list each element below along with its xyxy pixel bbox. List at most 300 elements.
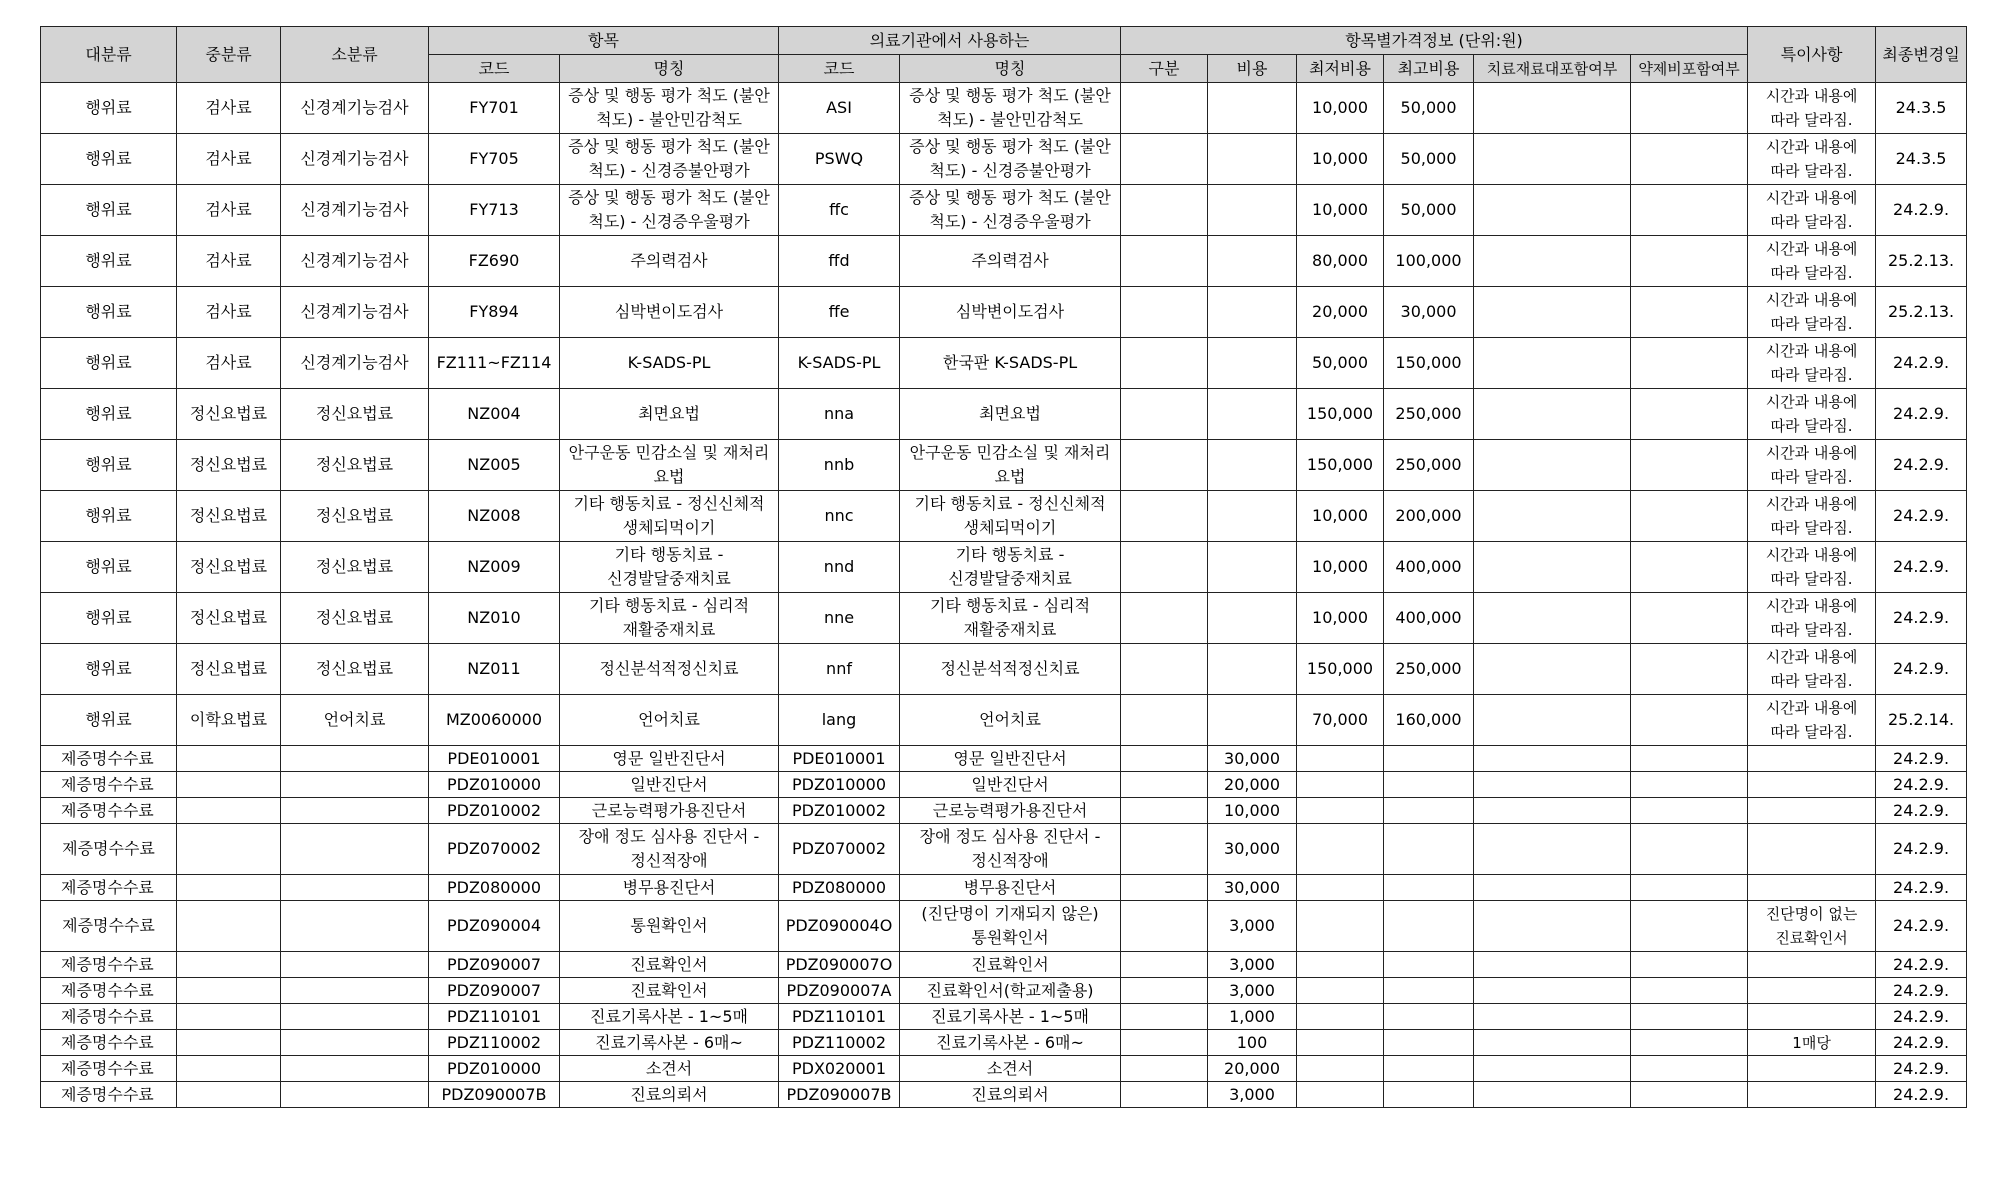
cell-note: 시간과 내용에 따라 달라짐.	[1748, 236, 1876, 287]
cell-middle	[177, 772, 281, 798]
cell-major: 행위료	[41, 440, 177, 491]
cell-major: 제증명수수료	[41, 952, 177, 978]
cell-min-cost	[1297, 1056, 1384, 1082]
cell-code: NZ009	[429, 542, 560, 593]
cell-drug-included	[1631, 978, 1748, 1004]
cell-cost: 20,000	[1208, 772, 1297, 798]
cell-inst-code: nne	[779, 593, 900, 644]
cell-date: 24.2.9.	[1876, 798, 1967, 824]
cell-name: 진료확인서	[560, 952, 779, 978]
table-row	[41, 772, 1967, 798]
cell-name: 소견서	[560, 1056, 779, 1082]
cell-name: 언어치료	[560, 695, 779, 746]
cell-division	[1121, 134, 1208, 185]
cell-cost	[1208, 134, 1297, 185]
cell-inst-name: 증상 및 행동 평가 척도 (불안 척도) - 불안민감척도	[900, 83, 1121, 134]
table-body	[41, 83, 1967, 1108]
cell-middle	[177, 875, 281, 901]
cell-major: 행위료	[41, 338, 177, 389]
cell-material-included	[1474, 185, 1631, 236]
cell-min-cost: 10,000	[1297, 542, 1384, 593]
cell-cost	[1208, 440, 1297, 491]
cell-date: 24.2.9.	[1876, 389, 1967, 440]
cell-max-cost: 200,000	[1384, 491, 1474, 542]
cell-name: 증상 및 행동 평가 척도 (불안 척도) - 신경증우울평가	[560, 185, 779, 236]
cell-minor	[281, 772, 429, 798]
header-division: 구분	[1121, 55, 1208, 83]
cell-name: 기타 행동치료 - 심리적 재활중재치료	[560, 593, 779, 644]
header-name: 명칭	[560, 55, 779, 83]
cell-max-cost: 400,000	[1384, 593, 1474, 644]
cell-min-cost	[1297, 798, 1384, 824]
cell-middle: 정신요법료	[177, 440, 281, 491]
cell-code: NZ008	[429, 491, 560, 542]
table-row	[41, 185, 1967, 236]
cell-inst-code: lang	[779, 695, 900, 746]
cell-minor: 정신요법료	[281, 491, 429, 542]
cell-date: 24.3.5	[1876, 83, 1967, 134]
cell-cost: 20,000	[1208, 1056, 1297, 1082]
cell-name: 기타 행동치료 - 신경발달중재치료	[560, 542, 779, 593]
cell-name: 기타 행동치료 - 정신신체적 생체되먹이기	[560, 491, 779, 542]
cell-inst-code: PDE010001	[779, 746, 900, 772]
cell-inst-name: 일반진단서	[900, 772, 1121, 798]
cell-inst-name: 기타 행동치료 - 신경발달중재치료	[900, 542, 1121, 593]
cell-note: 시간과 내용에 따라 달라짐.	[1748, 338, 1876, 389]
cell-division	[1121, 389, 1208, 440]
cell-note: 시간과 내용에 따라 달라짐.	[1748, 389, 1876, 440]
table-row	[41, 593, 1967, 644]
cell-code: PDZ090007	[429, 952, 560, 978]
cell-material-included	[1474, 1004, 1631, 1030]
cell-max-cost: 250,000	[1384, 389, 1474, 440]
cell-material-included	[1474, 798, 1631, 824]
table-row	[41, 1030, 1967, 1056]
cell-major: 행위료	[41, 134, 177, 185]
header-major: 대분류	[41, 27, 177, 83]
cell-date: 25.2.13.	[1876, 287, 1967, 338]
cell-note	[1748, 1082, 1876, 1108]
cell-code: FY701	[429, 83, 560, 134]
cell-middle	[177, 952, 281, 978]
cell-note	[1748, 746, 1876, 772]
cell-division	[1121, 978, 1208, 1004]
cell-inst-name: 주의력검사	[900, 236, 1121, 287]
table-header	[41, 27, 1967, 83]
cell-major: 제증명수수료	[41, 875, 177, 901]
cell-division	[1121, 824, 1208, 875]
cell-name: 증상 및 행동 평가 척도 (불안 척도) - 신경증불안평가	[560, 134, 779, 185]
cell-max-cost	[1384, 746, 1474, 772]
cell-material-included	[1474, 236, 1631, 287]
cell-code: MZ0060000	[429, 695, 560, 746]
cell-drug-included	[1631, 287, 1748, 338]
table-row	[41, 952, 1967, 978]
header-price-group: 항목별가격정보 (단위:원)	[1121, 27, 1748, 55]
cell-major: 제증명수수료	[41, 978, 177, 1004]
cell-minor: 정신요법료	[281, 644, 429, 695]
cell-date: 24.2.9.	[1876, 1056, 1967, 1082]
cell-middle	[177, 1056, 281, 1082]
table-row	[41, 389, 1967, 440]
cell-min-cost: 10,000	[1297, 185, 1384, 236]
cell-inst-code: PDZ010002	[779, 798, 900, 824]
cell-inst-name: 언어치료	[900, 695, 1121, 746]
cell-max-cost: 50,000	[1384, 185, 1474, 236]
cell-code: FZ111~FZ114	[429, 338, 560, 389]
cell-max-cost	[1384, 1056, 1474, 1082]
cell-major: 행위료	[41, 695, 177, 746]
cell-division	[1121, 746, 1208, 772]
cell-inst-name: 장애 정도 심사용 진단서 - 정신적장애	[900, 824, 1121, 875]
cell-name: K-SADS-PL	[560, 338, 779, 389]
cell-material-included	[1474, 772, 1631, 798]
cell-min-cost	[1297, 746, 1384, 772]
cell-cost: 100	[1208, 1030, 1297, 1056]
cell-inst-code: PSWQ	[779, 134, 900, 185]
cell-max-cost	[1384, 1082, 1474, 1108]
cell-material-included	[1474, 440, 1631, 491]
cell-material-included	[1474, 978, 1631, 1004]
cell-note: 1매당	[1748, 1030, 1876, 1056]
cell-middle	[177, 824, 281, 875]
cell-code: PDZ090007B	[429, 1082, 560, 1108]
cell-min-cost	[1297, 952, 1384, 978]
cell-min-cost	[1297, 1030, 1384, 1056]
cell-max-cost	[1384, 875, 1474, 901]
cell-inst-name: 영문 일반진단서	[900, 746, 1121, 772]
cell-inst-name: 정신분석적정신치료	[900, 644, 1121, 695]
cell-middle: 검사료	[177, 338, 281, 389]
cell-note	[1748, 824, 1876, 875]
cell-minor	[281, 1004, 429, 1030]
header-cost: 비용	[1208, 55, 1297, 83]
cell-date: 24.3.5	[1876, 134, 1967, 185]
cell-major: 제증명수수료	[41, 798, 177, 824]
table-row	[41, 236, 1967, 287]
cell-division	[1121, 875, 1208, 901]
cell-min-cost: 10,000	[1297, 491, 1384, 542]
cell-minor	[281, 901, 429, 952]
cell-major: 제증명수수료	[41, 1082, 177, 1108]
cell-inst-code: ASI	[779, 83, 900, 134]
table-row	[41, 542, 1967, 593]
cell-minor	[281, 952, 429, 978]
cell-date: 24.2.9.	[1876, 875, 1967, 901]
cell-name: 통원확인서	[560, 901, 779, 952]
cell-cost	[1208, 389, 1297, 440]
cell-middle	[177, 746, 281, 772]
cell-cost: 30,000	[1208, 824, 1297, 875]
cell-name: 최면요법	[560, 389, 779, 440]
cell-note: 진단명이 없는 진료확인서	[1748, 901, 1876, 952]
table-row	[41, 83, 1967, 134]
header-middle: 중분류	[177, 27, 281, 83]
cell-cost	[1208, 593, 1297, 644]
cell-minor: 신경계기능검사	[281, 338, 429, 389]
cell-date: 24.2.9.	[1876, 185, 1967, 236]
cell-drug-included	[1631, 875, 1748, 901]
header-minor: 소분류	[281, 27, 429, 83]
cell-inst-name: 안구운동 민감소실 및 재처리 요법	[900, 440, 1121, 491]
cell-material-included	[1474, 901, 1631, 952]
cell-inst-name: 최면요법	[900, 389, 1121, 440]
cell-date: 24.2.9.	[1876, 1004, 1967, 1030]
cell-minor: 정신요법료	[281, 440, 429, 491]
table-row	[41, 338, 1967, 389]
cell-major: 제증명수수료	[41, 1004, 177, 1030]
cell-date: 24.2.9.	[1876, 491, 1967, 542]
cell-cost	[1208, 491, 1297, 542]
header-row-top	[41, 27, 1967, 55]
cell-inst-code: PDZ080000	[779, 875, 900, 901]
cell-inst-name: 한국판 K-SADS-PL	[900, 338, 1121, 389]
cell-material-included	[1474, 1082, 1631, 1108]
cell-date: 24.2.9.	[1876, 644, 1967, 695]
cell-code: FY705	[429, 134, 560, 185]
cell-code: PDZ080000	[429, 875, 560, 901]
cell-cost	[1208, 644, 1297, 695]
cell-cost: 1,000	[1208, 1004, 1297, 1030]
table-row	[41, 978, 1967, 1004]
cell-drug-included	[1631, 644, 1748, 695]
cell-note: 시간과 내용에 따라 달라짐.	[1748, 491, 1876, 542]
cell-material-included	[1474, 1056, 1631, 1082]
cell-min-cost	[1297, 824, 1384, 875]
cell-drug-included	[1631, 746, 1748, 772]
cell-inst-name: 근로능력평가용진단서	[900, 798, 1121, 824]
cell-code: FZ690	[429, 236, 560, 287]
cell-cost: 3,000	[1208, 978, 1297, 1004]
cell-min-cost: 150,000	[1297, 389, 1384, 440]
cell-major: 제증명수수료	[41, 901, 177, 952]
cell-drug-included	[1631, 1004, 1748, 1030]
cell-inst-name: 병무용진단서	[900, 875, 1121, 901]
cell-inst-code: PDZ110101	[779, 1004, 900, 1030]
cell-note: 시간과 내용에 따라 달라짐.	[1748, 695, 1876, 746]
cell-inst-code: nnf	[779, 644, 900, 695]
cell-middle	[177, 978, 281, 1004]
cell-name: 진료기록사본 - 1~5매	[560, 1004, 779, 1030]
cell-max-cost: 150,000	[1384, 338, 1474, 389]
cell-middle: 정신요법료	[177, 644, 281, 695]
header-institution-group: 의료기관에서 사용하는	[779, 27, 1121, 55]
cell-code: NZ004	[429, 389, 560, 440]
table-row	[41, 798, 1967, 824]
cell-division	[1121, 236, 1208, 287]
cell-middle	[177, 1082, 281, 1108]
cell-date: 25.2.13.	[1876, 236, 1967, 287]
cell-inst-name: 진료확인서(학교제출용)	[900, 978, 1121, 1004]
cell-middle: 정신요법료	[177, 491, 281, 542]
cell-drug-included	[1631, 1056, 1748, 1082]
cell-major: 제증명수수료	[41, 824, 177, 875]
cell-date: 24.2.9.	[1876, 824, 1967, 875]
cell-date: 24.2.9.	[1876, 593, 1967, 644]
cell-inst-name: 기타 행동치료 - 심리적 재활중재치료	[900, 593, 1121, 644]
cell-minor: 정신요법료	[281, 389, 429, 440]
cell-major: 행위료	[41, 287, 177, 338]
cell-name: 진료기록사본 - 6매~	[560, 1030, 779, 1056]
cell-minor	[281, 1030, 429, 1056]
cell-max-cost	[1384, 798, 1474, 824]
cell-division	[1121, 1004, 1208, 1030]
cell-cost: 30,000	[1208, 746, 1297, 772]
cell-max-cost	[1384, 772, 1474, 798]
cell-inst-name: 진료확인서	[900, 952, 1121, 978]
header-inst-name: 명칭	[900, 55, 1121, 83]
cell-min-cost: 10,000	[1297, 593, 1384, 644]
cell-inst-code: nnd	[779, 542, 900, 593]
table-row	[41, 1004, 1967, 1030]
cell-name: 증상 및 행동 평가 척도 (불안 척도) - 불안민감척도	[560, 83, 779, 134]
table-row	[41, 695, 1967, 746]
cell-middle: 검사료	[177, 236, 281, 287]
cell-inst-name: 기타 행동치료 - 정신신체적 생체되먹이기	[900, 491, 1121, 542]
cell-max-cost: 100,000	[1384, 236, 1474, 287]
cell-drug-included	[1631, 440, 1748, 491]
cell-drug-included	[1631, 236, 1748, 287]
cell-inst-name: (진단명이 기재되지 않은) 통원확인서	[900, 901, 1121, 952]
cell-name: 진료확인서	[560, 978, 779, 1004]
cell-minor: 신경계기능검사	[281, 83, 429, 134]
cell-cost	[1208, 83, 1297, 134]
cell-max-cost	[1384, 824, 1474, 875]
cell-code: PDZ110101	[429, 1004, 560, 1030]
cell-min-cost: 10,000	[1297, 83, 1384, 134]
cell-max-cost	[1384, 1004, 1474, 1030]
cell-code: FY713	[429, 185, 560, 236]
header-material-included: 치료재료대포함여부	[1474, 55, 1631, 83]
cell-max-cost	[1384, 1030, 1474, 1056]
cell-middle: 정신요법료	[177, 389, 281, 440]
cell-minor	[281, 875, 429, 901]
cell-drug-included	[1631, 593, 1748, 644]
cell-note: 시간과 내용에 따라 달라짐.	[1748, 542, 1876, 593]
cell-drug-included	[1631, 491, 1748, 542]
cell-cost	[1208, 695, 1297, 746]
cell-middle: 검사료	[177, 134, 281, 185]
table-row	[41, 134, 1967, 185]
cell-major: 행위료	[41, 491, 177, 542]
cell-min-cost: 80,000	[1297, 236, 1384, 287]
cell-middle: 정신요법료	[177, 542, 281, 593]
cell-minor	[281, 1082, 429, 1108]
cell-cost: 30,000	[1208, 875, 1297, 901]
cell-inst-code: nnb	[779, 440, 900, 491]
cell-name: 정신분석적정신치료	[560, 644, 779, 695]
header-last-changed: 최종변경일	[1876, 27, 1967, 83]
cell-note: 시간과 내용에 따라 달라짐.	[1748, 644, 1876, 695]
cell-middle: 검사료	[177, 185, 281, 236]
cell-material-included	[1474, 593, 1631, 644]
cell-material-included	[1474, 1030, 1631, 1056]
cell-cost	[1208, 287, 1297, 338]
cell-date: 24.2.9.	[1876, 1082, 1967, 1108]
cell-division	[1121, 185, 1208, 236]
cell-date: 24.2.9.	[1876, 952, 1967, 978]
cell-drug-included	[1631, 772, 1748, 798]
table-row	[41, 1056, 1967, 1082]
cell-date: 24.2.9.	[1876, 978, 1967, 1004]
cell-material-included	[1474, 644, 1631, 695]
cell-division	[1121, 338, 1208, 389]
cell-note: 시간과 내용에 따라 달라짐.	[1748, 287, 1876, 338]
cell-date: 25.2.14.	[1876, 695, 1967, 746]
cell-cost: 3,000	[1208, 901, 1297, 952]
cell-code: PDE010001	[429, 746, 560, 772]
cell-min-cost: 70,000	[1297, 695, 1384, 746]
cell-inst-code: K-SADS-PL	[779, 338, 900, 389]
cell-middle	[177, 1004, 281, 1030]
cell-major: 행위료	[41, 644, 177, 695]
cell-division	[1121, 798, 1208, 824]
cell-inst-code: nnc	[779, 491, 900, 542]
cell-note	[1748, 875, 1876, 901]
cell-minor: 신경계기능검사	[281, 236, 429, 287]
cell-division	[1121, 440, 1208, 491]
cell-inst-code: PDZ090007B	[779, 1082, 900, 1108]
cell-max-cost: 50,000	[1384, 83, 1474, 134]
cell-code: PDZ090007	[429, 978, 560, 1004]
cell-inst-name: 진료기록사본 - 1~5매	[900, 1004, 1121, 1030]
cell-min-cost	[1297, 1082, 1384, 1108]
cell-inst-code: ffe	[779, 287, 900, 338]
cell-note: 시간과 내용에 따라 달라짐.	[1748, 83, 1876, 134]
cell-cost: 3,000	[1208, 1082, 1297, 1108]
cell-max-cost: 160,000	[1384, 695, 1474, 746]
cell-cost	[1208, 185, 1297, 236]
cell-minor	[281, 746, 429, 772]
cell-min-cost	[1297, 901, 1384, 952]
cell-code: NZ011	[429, 644, 560, 695]
cell-name: 병무용진단서	[560, 875, 779, 901]
cell-max-cost: 400,000	[1384, 542, 1474, 593]
cell-middle	[177, 798, 281, 824]
cell-major: 제증명수수료	[41, 1030, 177, 1056]
cell-inst-code: PDZ010000	[779, 772, 900, 798]
cell-division	[1121, 1030, 1208, 1056]
cell-division	[1121, 1056, 1208, 1082]
cell-middle	[177, 1030, 281, 1056]
cell-min-cost: 20,000	[1297, 287, 1384, 338]
cell-max-cost: 250,000	[1384, 440, 1474, 491]
cell-note	[1748, 1004, 1876, 1030]
cell-inst-code: PDZ090004O	[779, 901, 900, 952]
cell-drug-included	[1631, 338, 1748, 389]
cell-division	[1121, 901, 1208, 952]
cell-min-cost	[1297, 772, 1384, 798]
table-row	[41, 746, 1967, 772]
table-row	[41, 287, 1967, 338]
cell-name: 영문 일반진단서	[560, 746, 779, 772]
cell-major: 행위료	[41, 542, 177, 593]
cell-name: 장애 정도 심사용 진단서 - 정신적장애	[560, 824, 779, 875]
cell-major: 행위료	[41, 593, 177, 644]
header-inst-code: 코드	[779, 55, 900, 83]
cell-major: 행위료	[41, 236, 177, 287]
cell-material-included	[1474, 746, 1631, 772]
cell-inst-name: 증상 및 행동 평가 척도 (불안 척도) - 신경증우울평가	[900, 185, 1121, 236]
cell-note: 시간과 내용에 따라 달라짐.	[1748, 134, 1876, 185]
cell-material-included	[1474, 952, 1631, 978]
cell-division	[1121, 772, 1208, 798]
cell-date: 24.2.9.	[1876, 542, 1967, 593]
cell-name: 심박변이도검사	[560, 287, 779, 338]
cell-inst-name: 진료기록사본 - 6매~	[900, 1030, 1121, 1056]
table-row	[41, 824, 1967, 875]
cell-major: 제증명수수료	[41, 746, 177, 772]
